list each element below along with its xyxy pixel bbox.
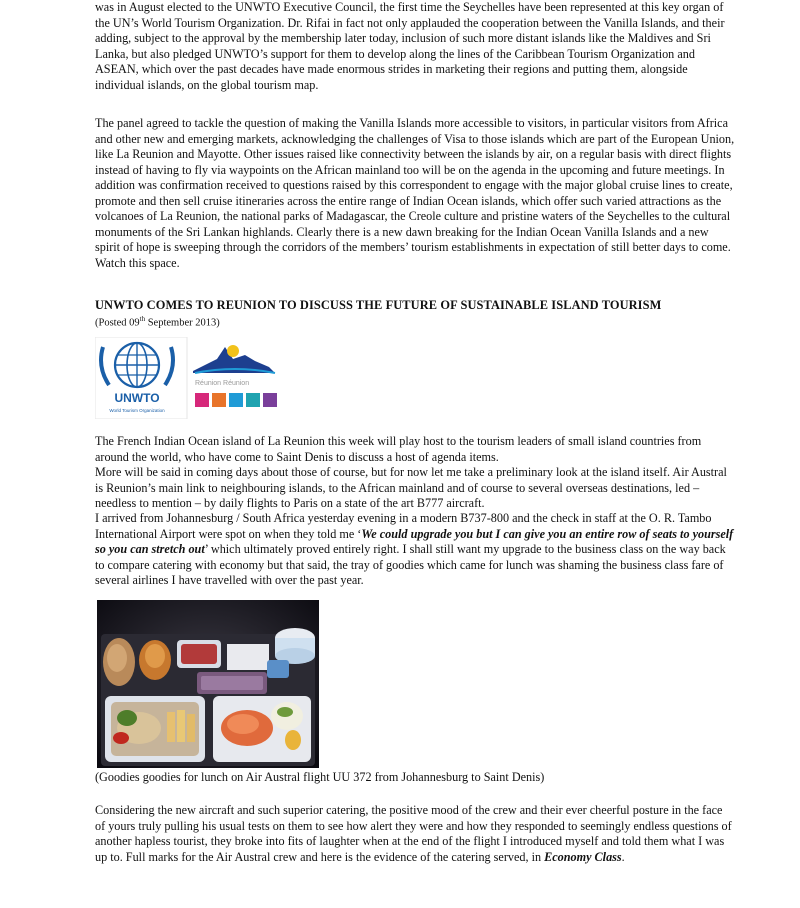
paragraph-arrival: I arrived from Johannesburg / South Africa yesterday evening in a modern B737-800 and the check in staff at the O. R. Tambo International Airport were spot on when they told me ‘We could upgrade you but I can give you an entire row of seats to yourself so you can stretch out’ which ultimately proved entirely right. I shall still want my upgrade to the business class on the way back to compare catering with economy but that said, the tray of goodies which came for lunch was shaming the business class fare of several airlines I have travelled with over the past year.: [95, 511, 734, 587]
logos-image: [95, 337, 295, 419]
economy-class-emphasis: Economy Class: [544, 849, 622, 864]
unwto-logo-text: UNWTO: [114, 391, 160, 405]
reunion-logo-text: Réunion Réunion: [195, 380, 250, 387]
lunch-tray-photo: [97, 600, 319, 768]
staff-quote: We could upgrade you but I can give you an entire row of seats to yourself so you can stretch out: [95, 526, 734, 556]
unwto-logo: [95, 337, 187, 419]
paragraph-air-austral: More will be said in coming days about those of course, but for now let me take a preliminary look at the island itself. Air Austral is Reunion’s main link to neighbouring islands, to the African mainland and of course to several overseas destinations, led – needless to mention – by daily flights to Paris on a state of the art B777 aircraft.: [95, 465, 727, 510]
paragraph-vanilla-islands-panel: The panel agreed to tackle the question of making the Vanilla Islands more accessible to visitors, in particular visitors from Africa and other new and emerging markets, acknowledging the challenges of Visa to those islands which are part of the European Union, like La Reunion and Mayotte. Other issues raised like connectivity between the islands by air, on a regular basis with direct flights instead of having to fly via waypoints on the African mainland too will be on the agenda in the upcoming and future meetings. In addition was confirmation received to questions raised by this correspondent to engage with the major global cruise lines to create, promote and then sell cruise itineraries across the entire range of Indian Ocean islands, which offer such varied attractions as the volcanoes of La Reunion, the national parks of Madagascar, the Creole culture and pristine waters of the Seychelles to the cultural monuments of the Sri Lankan highlands. Clearly there is a new dawn breaking for the Indian Ocean Vanilla Islands and a new spirit of hope is sweeping through the corridors of the members’ tourism establishments in expectation of still better days to come. Watch this space.: [95, 116, 735, 270]
posted-date: (Posted 09th September 2013): [95, 315, 220, 329]
reunion-logo: [193, 345, 277, 407]
article-heading: UNWTO COMES TO REUNION TO DISCUSS THE FUTURE OF SUSTAINABLE ISLAND TOURISM: [95, 298, 662, 312]
paragraph-crew: Considering the new aircraft and such superior catering, the positive mood of the crew and their ever cheerful posture in the face of yours truly pulling his usual tests on them to see how alert they were and how they responded to seemingly endless questions of another hapless tourist, they broke into fits of laughter when at the end of the flight I introduced myself and told them what I was up to. Full marks for the Air Austral crew and here is the evidence of the catering served, in Economy Class.: [95, 803, 732, 864]
paragraph-unwto-council: was in August elected to the UNWTO Executive Council, the first time the Seychelles have been represented at this key organ of the UN’s World Tourism Organization. Dr. Rifai in fact not only applauded the cooperation between the Vanilla Islands, and their adding, subject to the approval by the membership later today, inclusion of such more distant islands like the Maldives and Sri Lanka, but also pledged UNWTO’s support for them to develop along the lines of the Caribbean Tourism Organization and ASEAN, which over the past decades have made enormous strides in marketing their regions and putting them, alongside individual islands, on the global tourism map.: [95, 0, 725, 92]
paragraph-reunion-host: The French Indian Ocean island of La Reunion this week will play host to the tourism leaders of small island countries from around the world, who have come to Saint Denis to discuss a host of agenda items.: [95, 434, 702, 464]
unwto-logo-subtitle: World Tourism Organization: [109, 408, 165, 413]
photo-caption: (Goodies goodies for lunch on Air Austral flight UU 372 from Johannesburg to Saint Denis): [95, 770, 545, 784]
